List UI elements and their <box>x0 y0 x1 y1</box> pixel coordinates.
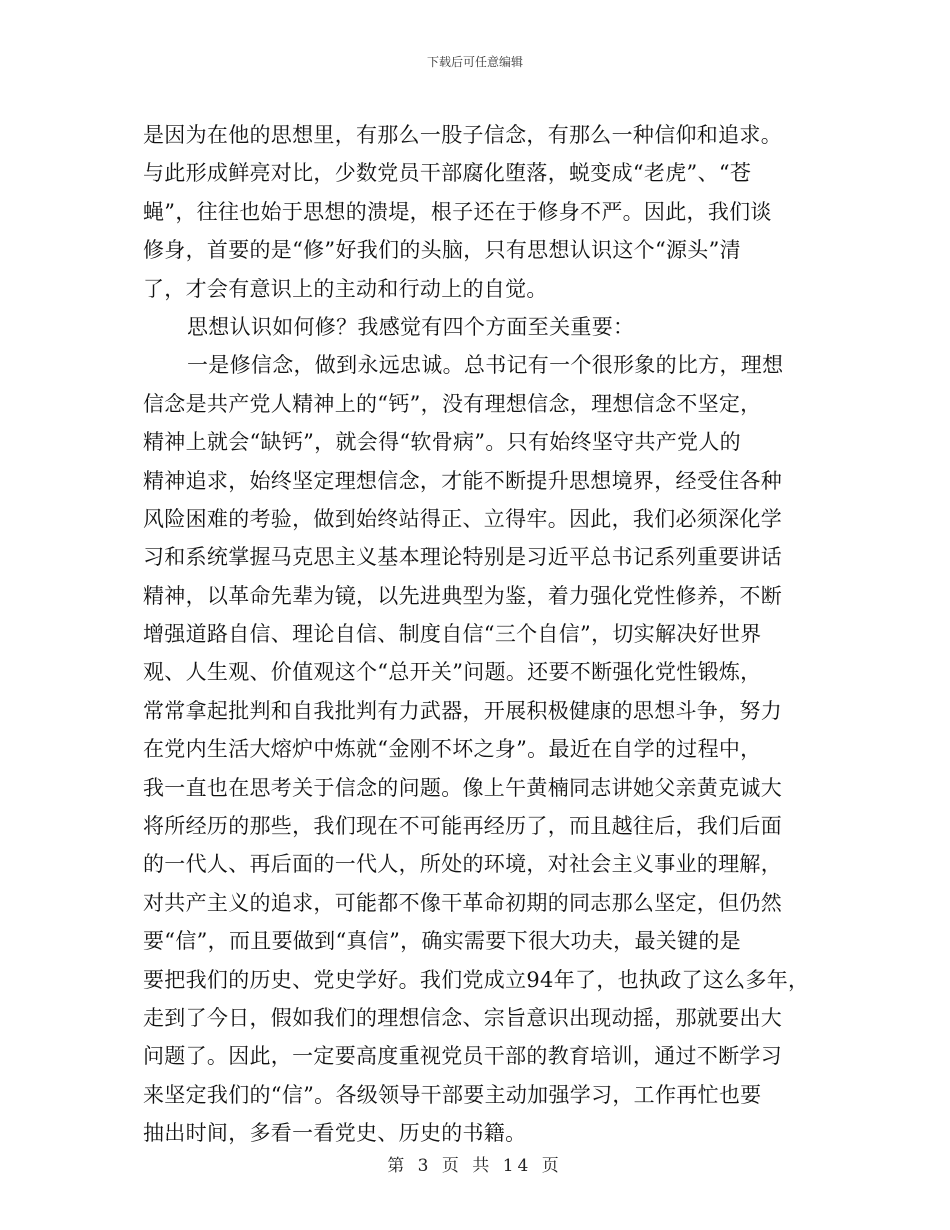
text-line: 观、人生观、价值观这个“总开关”问题。还要不断强化党性锻炼， <box>143 660 762 685</box>
text-line: 来坚定我们的“信”。各级领导干部要主动加强学习，工作再忙也要 <box>143 1082 762 1107</box>
text-line: 对共产主义的追求，可能都不像干革命初期的同志那么坚定，但仍然 <box>143 890 782 915</box>
text-line: 抽出时间，多看一看党史、历史的书籍。 <box>143 1121 527 1146</box>
text-line: 修身，首要的是“修”好我们的头脑，只有思想认识这个“源头”清 <box>143 238 741 263</box>
text-line: 我一直也在思考关于信念的问题。像上午黄楠同志讲她父亲黄克诚大 <box>143 775 782 800</box>
text-line: 问题了。因此，一定要高度重视党员干部的教育培训，通过不断学习 <box>143 1044 782 1069</box>
text-line: 将所经历的那些，我们现在不可能再经历了，而且越往后，我们后面 <box>143 814 782 839</box>
text-line: 走到了今日，假如我们的理想信念、宗旨意识出现动摇，那就要出大 <box>143 1005 782 1030</box>
text-line: 要“信”，而且要做到“真信”，确实需要下很大功夫，最关键的是 <box>143 929 741 954</box>
text-line: 在党内生活大熔炉中炼就“金刚不坏之身”。最近在自学的过程中， <box>143 737 762 762</box>
paragraph-start-line: 一是修信念，做到永远忠诚。总书记有一个很形象的比方，理想 <box>187 353 784 378</box>
body-text <box>143 116 808 1153</box>
text-line: 精神，以革命先辈为镜，以先进典型为鉴，着力强化党性修养，不断 <box>143 583 782 608</box>
text-line: 是因为在他的思想里，有那么一股子信念，有那么一种信仰和追求。 <box>143 123 782 147</box>
text-line: 信念是共产党人精神上的“钙”，没有理想信念，理想信念不坚定， <box>143 391 762 416</box>
paragraph-start-line: 思想认识如何修？我感觉有四个方面至关重要： <box>187 314 635 339</box>
text-line: 常常拿起批判和自我批判有力武器，开展积极健康的思想斗争，努力 <box>143 698 782 723</box>
text-line: 习和系统掌握马克思主义基本理论特别是习近平总书记系列重要讲话 <box>143 545 782 570</box>
page-header: 下载后可任意编辑 <box>426 55 523 69</box>
text-line: 增强道路自信、理论自信、制度自信“三个自信”，切实解决好世界 <box>143 622 762 647</box>
text-line: 与此形成鲜亮对比，少数党员干部腐化堕落，蜕变成“老虎”、“苍 <box>143 161 752 186</box>
text-line: 的一代人、再后面的一代人，所处的环境，对社会主义事业的理解， <box>143 852 782 877</box>
text-line: 精神追求，始终坚定理想信念，才能不断提升思想境界，经受住各种 <box>143 468 782 493</box>
text-line: 蝇”，往往也始于思想的溃堤，根子还在于修身不严。因此，我们谈 <box>143 199 772 224</box>
text-line: 精神上就会“缺钙”，就会得“软骨病”。只有始终坚守共产党人的 <box>143 430 741 455</box>
text-line: 了，才会有意识上的主动和行动上的自觉。 <box>143 276 548 301</box>
text-line: 要把我们的历史、党史学好。我们党成立94年了，也执政了这么多年， <box>143 967 810 992</box>
page-number: 第 3 页 共 14 页 <box>387 1156 563 1176</box>
text-line: 风险困难的考验，做到始终站得正、立得牢。因此，我们必须深化学 <box>143 506 782 531</box>
